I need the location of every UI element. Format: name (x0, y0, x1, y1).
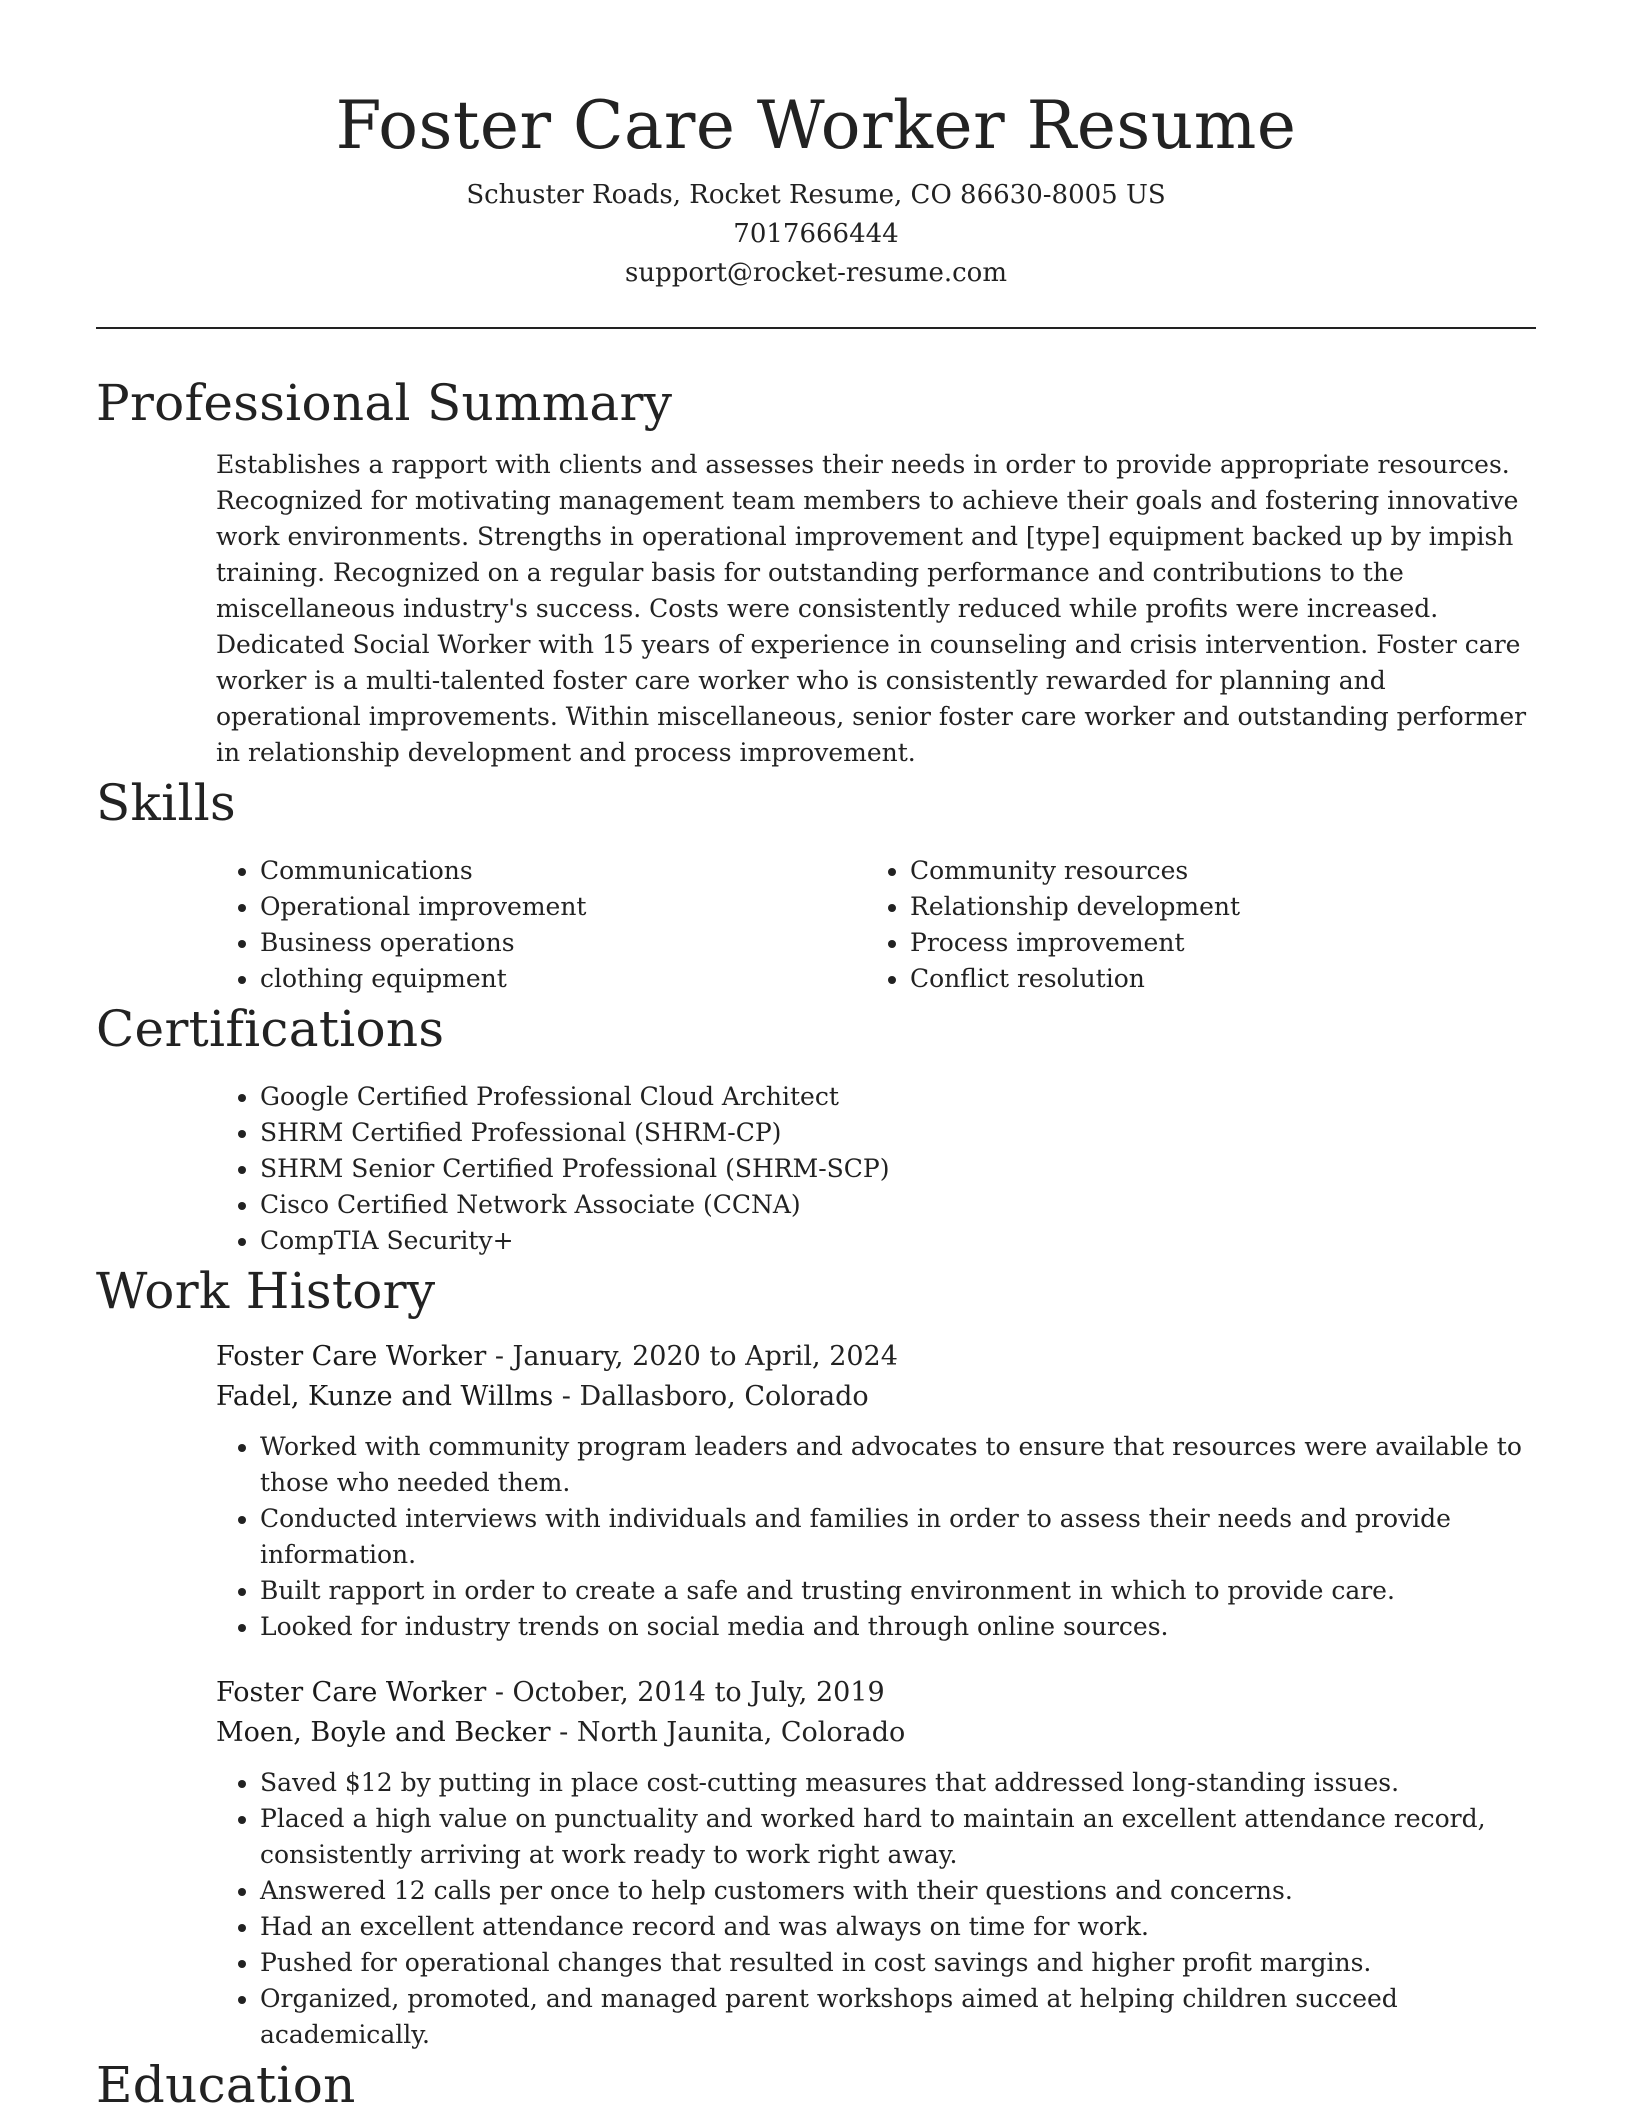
job-duty: • Pushed for operational changes that resulted in cost savings and higher profit margins. (260, 1945, 1536, 1981)
certifications-heading: Certifications (96, 1000, 445, 1058)
job-duty: • Placed a high value on punctuality and worked hard to maintain an excellent attendance record, consistently arriving at work ready to work right away. (260, 1801, 1536, 1873)
job-duty: • Worked with community program leaders and advocates to ensure that resources were available to those who needed them. (260, 1429, 1536, 1501)
job-company: Moen, Boyle and Becker (216, 1717, 551, 1748)
job-position: Foster Care Worker (216, 1341, 487, 1372)
certification-item: • SHRM Certified Professional (SHRM-CP) (260, 1115, 1536, 1151)
job-duty: • Organized, promoted, and managed parent workshops aimed at helping children succeed academically. (260, 1981, 1536, 2053)
job-duty: • Built rapport in order to create a safe and trusting environment in which to provide care. (260, 1573, 1536, 1609)
work-history-heading: Work History (96, 1262, 436, 1320)
education-heading: Education (96, 2056, 356, 2114)
skills-column-right (866, 853, 1516, 997)
certification-item: • CompTIA Security+ (260, 1223, 1536, 1259)
certification-item: • SHRM Senior Certified Professional (SHRM-SCP) (260, 1151, 1536, 1187)
skill-item: • Communications (260, 853, 866, 889)
job-company-line: Moen, Boyle and Becker - North Jaunita, Colorado (216, 1717, 906, 1748)
skills-column-left (216, 853, 866, 997)
job-location: Dallasboro, Colorado (579, 1381, 869, 1412)
contact-address: Schuster Roads, Rocket Resume, CO 86630-8005 US (466, 180, 1166, 210)
job-duty: • Answered 12 calls per once to help customers with their questions and concerns. (260, 1873, 1536, 1909)
skill-item: • Operational improvement (260, 889, 866, 925)
skill-item: • Process improvement (910, 925, 1516, 961)
job-duty: • Looked for industry trends on social media and through online sources. (260, 1609, 1536, 1645)
skill-item: • Relationship development (910, 889, 1516, 925)
contact-phone: 7017666444 (733, 219, 899, 249)
contact-email: support@rocket-resume.com (624, 258, 1007, 288)
job-title-line: Foster Care Worker - October, 2014 to July, 2019 (216, 1677, 885, 1708)
job-company-line: Fadel, Kunze and Willms - Dallasboro, Colorado (216, 1381, 869, 1412)
job-location: North Jaunita, Colorado (576, 1717, 906, 1748)
resume-title: Foster Care Worker Resume (335, 87, 1297, 164)
job-duty: • Conducted interviews with individuals and families in order to assess their needs and provide information. (260, 1501, 1536, 1573)
job-duties (216, 1765, 1536, 2053)
summary-heading: Professional Summary (96, 374, 673, 432)
header-divider (96, 327, 1536, 329)
job-dates: January, 2020 to April, 2024 (512, 1341, 898, 1372)
certifications-list (216, 1079, 1536, 1259)
skill-item: • Conflict resolution (910, 961, 1516, 997)
job-position: Foster Care Worker (216, 1677, 487, 1708)
skill-item: • Community resources (910, 853, 1516, 889)
skills-list (216, 853, 1536, 997)
job-duty: • Saved $12 by putting in place cost-cutting measures that addressed long-standing issues. (260, 1765, 1536, 1801)
job-company: Fadel, Kunze and Willms (216, 1381, 554, 1412)
resume-page (96, 0, 1536, 2117)
contact-block (96, 176, 1536, 293)
skill-item: • clothing equipment (260, 961, 866, 997)
certification-item: • Cisco Certified Network Associate (CCNA) (260, 1187, 1536, 1223)
certification-item: • Google Certified Professional Cloud Architect (260, 1079, 1536, 1115)
skill-item: • Business operations (260, 925, 866, 961)
job-title-line: Foster Care Worker - January, 2020 to April, 2024 (216, 1341, 898, 1372)
job-entry (216, 1337, 1536, 1645)
summary-text: Establishes a rapport with clients and assesses their needs in order to provide appropriate resources. Recognized for motivating management team members to achieve their goals and fostering innovative work environments. Strengths in operational improvement and [type] equipment backed up by impish training. Recognized on a regular basis for outstanding performance and contributions to the miscellaneous industry's success. Costs were consistently reduced while profits were increased. Dedicated Social Worker with 15 years of experience in counseling and crisis intervention. Foster care worker is a multi-talented foster care worker who is consistently rewarded for planning and operational improvements. Within miscellaneous, senior foster care worker and outstanding performer in relationship development and process improvement. (216, 450, 1527, 767)
job-duties (216, 1429, 1536, 1645)
job-dates: October, 2014 to July, 2019 (512, 1677, 885, 1708)
skills-heading: Skills (96, 774, 236, 832)
job-entry (216, 1673, 1536, 2053)
job-duty: • Had an excellent attendance record and was always on time for work. (260, 1909, 1536, 1945)
